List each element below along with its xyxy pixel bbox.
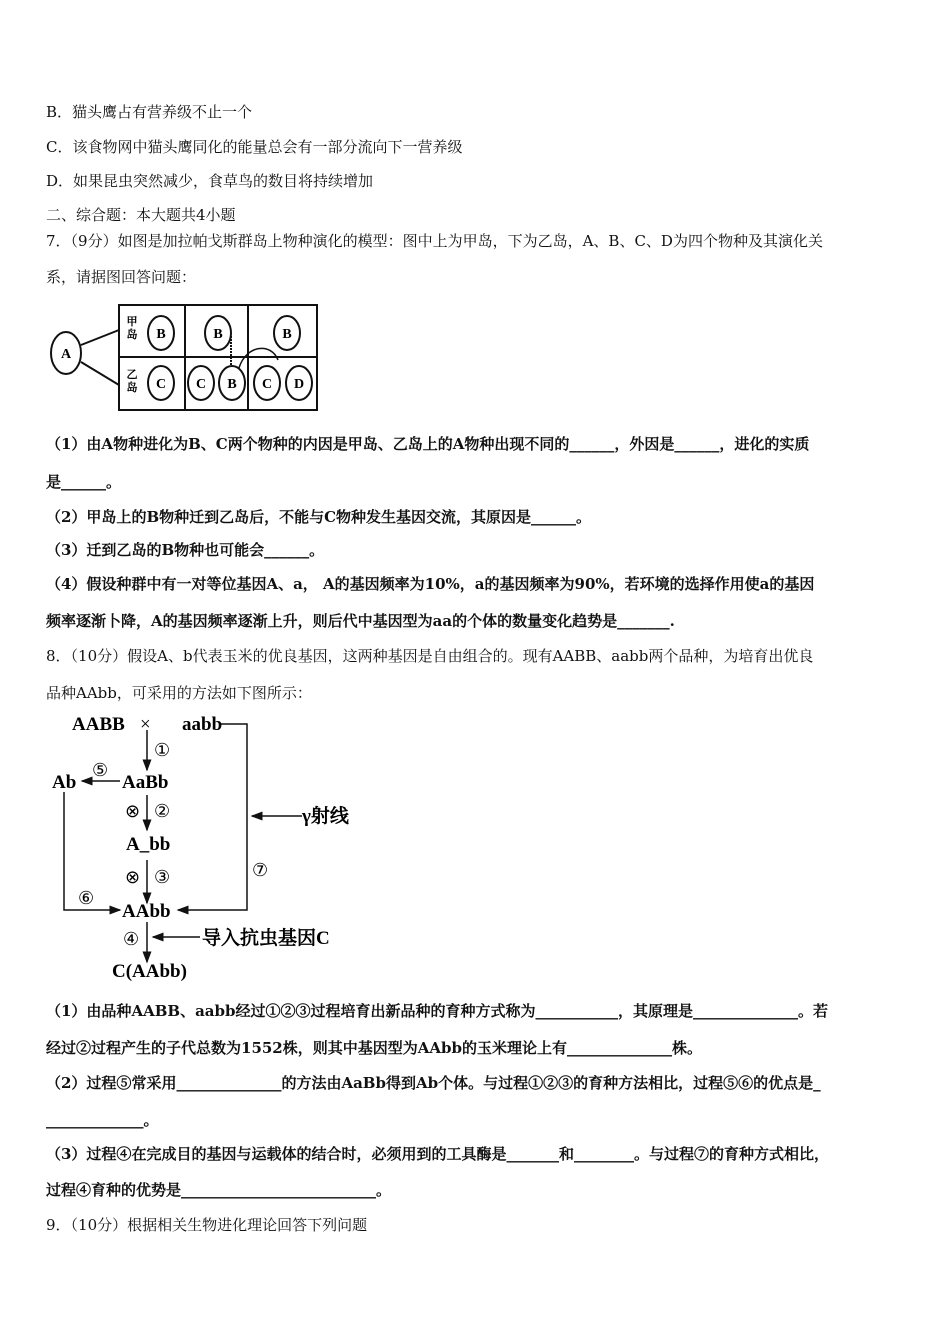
insect-resistance-gene-label: 导入抗虫基因C <box>202 928 330 949</box>
q8-part2-cont: _____________。 <box>46 1111 159 1129</box>
parent-aabb-upper: AABB <box>72 714 125 735</box>
species-b: B <box>282 327 292 342</box>
q8-stem: 8．（10分）假设A、b代表玉米的优良基因，这两种基因是自由组合的。现有AABB、aabb两个品种，为培育出优良 <box>46 647 814 665</box>
species-c: C <box>195 377 207 392</box>
f1-aabb: AaBb <box>122 772 169 793</box>
breeding-flow-diagram <box>40 700 380 990</box>
step-5: ⑤ <box>92 760 109 780</box>
island-evolution-diagram <box>46 300 326 415</box>
step-4: ④ <box>123 929 140 949</box>
gamma-ray-label: γ射线 <box>302 806 349 827</box>
f2-a-bb: A_bb <box>126 834 171 855</box>
q7-stem-cont: 系，请据图回答问题： <box>46 268 197 286</box>
selfing-symbol: ⊗ <box>125 801 141 821</box>
q7-part2: （2）甲岛上的B物种迁到乙岛后，不能与C物种发生基因交流，其原因是______。 <box>46 508 592 526</box>
q8-part1-cont: 经过②过程产生的子代总数为1552株，则其中基因型为AAbb的玉米理论上有______________株。 <box>46 1039 703 1057</box>
q7-part1-cont: 是______。 <box>46 473 122 491</box>
island-label: 岛 <box>126 382 138 394</box>
parent-aabb-lower: aabb <box>182 714 223 735</box>
option-b: B．猫头鹰占有营养级不止一个 <box>46 103 253 121</box>
species-c: C <box>155 377 167 392</box>
q8-part1: （1）由品种AABB、aabb经过①②③过程培育出新品种的育种方式称为___________，其原理是______________。若 <box>46 1002 828 1020</box>
species-b: B <box>213 327 223 342</box>
species-c: C <box>261 377 273 392</box>
species-d: D <box>293 377 305 392</box>
q7-part1: （1）由A物种进化为B、C两个物种的内因是甲岛、乙岛上的A物种出现不同的______，外因是______，进化的实质 <box>46 435 810 453</box>
cross-sign: × <box>140 714 151 735</box>
option-d: D．如果昆虫突然减少，食草鸟的数目将持续增加 <box>46 172 374 190</box>
island-label: 岛 <box>126 329 138 341</box>
transgenic-c-aabb: C(AAbb) <box>112 961 187 982</box>
q8-part3: （3）过程④在完成目的基因与运载体的结合时，必须用到的工具酶是_______和________。与过程⑦的育种方式相比， <box>46 1145 829 1163</box>
step-2: ② <box>154 801 171 821</box>
island-yi: 乙 <box>126 369 138 381</box>
q8-part3-cont: 过程④育种的优势是__________________________。 <box>46 1181 392 1199</box>
q9-stem: 9．（10分）根据相关生物进化理论回答下列问题 <box>46 1216 368 1234</box>
target-aabb: AAbb <box>122 901 171 922</box>
species-b: B <box>227 377 237 392</box>
q7-part4-cont: 频率逐渐卜降，A的基因频率逐渐上升，则后代中基因型为aa的个体的数量变化趋势是_______. <box>46 612 675 630</box>
q8-stem-cont: 品种AAbb，可采用的方法如下图所示： <box>46 684 312 702</box>
island-jia: 甲 <box>126 316 138 328</box>
haploid-ab: Ab <box>52 772 77 793</box>
step-6: ⑥ <box>78 888 95 908</box>
option-c: C．该食物网中猫头鹰同化的能量总会有一部分流向下一营养级 <box>46 138 463 156</box>
step-7: ⑦ <box>252 860 269 880</box>
selfing-symbol: ⊗ <box>125 867 141 887</box>
q7-stem: 7．（9分）如图是加拉帕戈斯群岛上物种演化的模型：图中上为甲岛，下为乙岛，A、B、C、D为四个物种及其演化关 <box>46 232 823 250</box>
step-1: ① <box>154 740 171 760</box>
section-heading: 二、综合题：本大题共4小题 <box>46 206 236 224</box>
species-b: B <box>156 327 166 342</box>
q7-part3: （3）迁到乙岛的B物种也可能会______。 <box>46 541 325 559</box>
q7-part4: （4）假设种群中有一对等位基因A、a， A的基因频率为10%，a的基因频率为90%，若环境的选择作用使a的基因 <box>46 575 815 593</box>
q8-part2: （2）过程⑤常采用______________的方法由AaBb得到Ab个体。与过程①②③的育种方法相比，过程⑤⑥的优点是_ <box>46 1074 821 1092</box>
step-3: ③ <box>154 867 171 887</box>
species-a: A <box>60 347 72 362</box>
